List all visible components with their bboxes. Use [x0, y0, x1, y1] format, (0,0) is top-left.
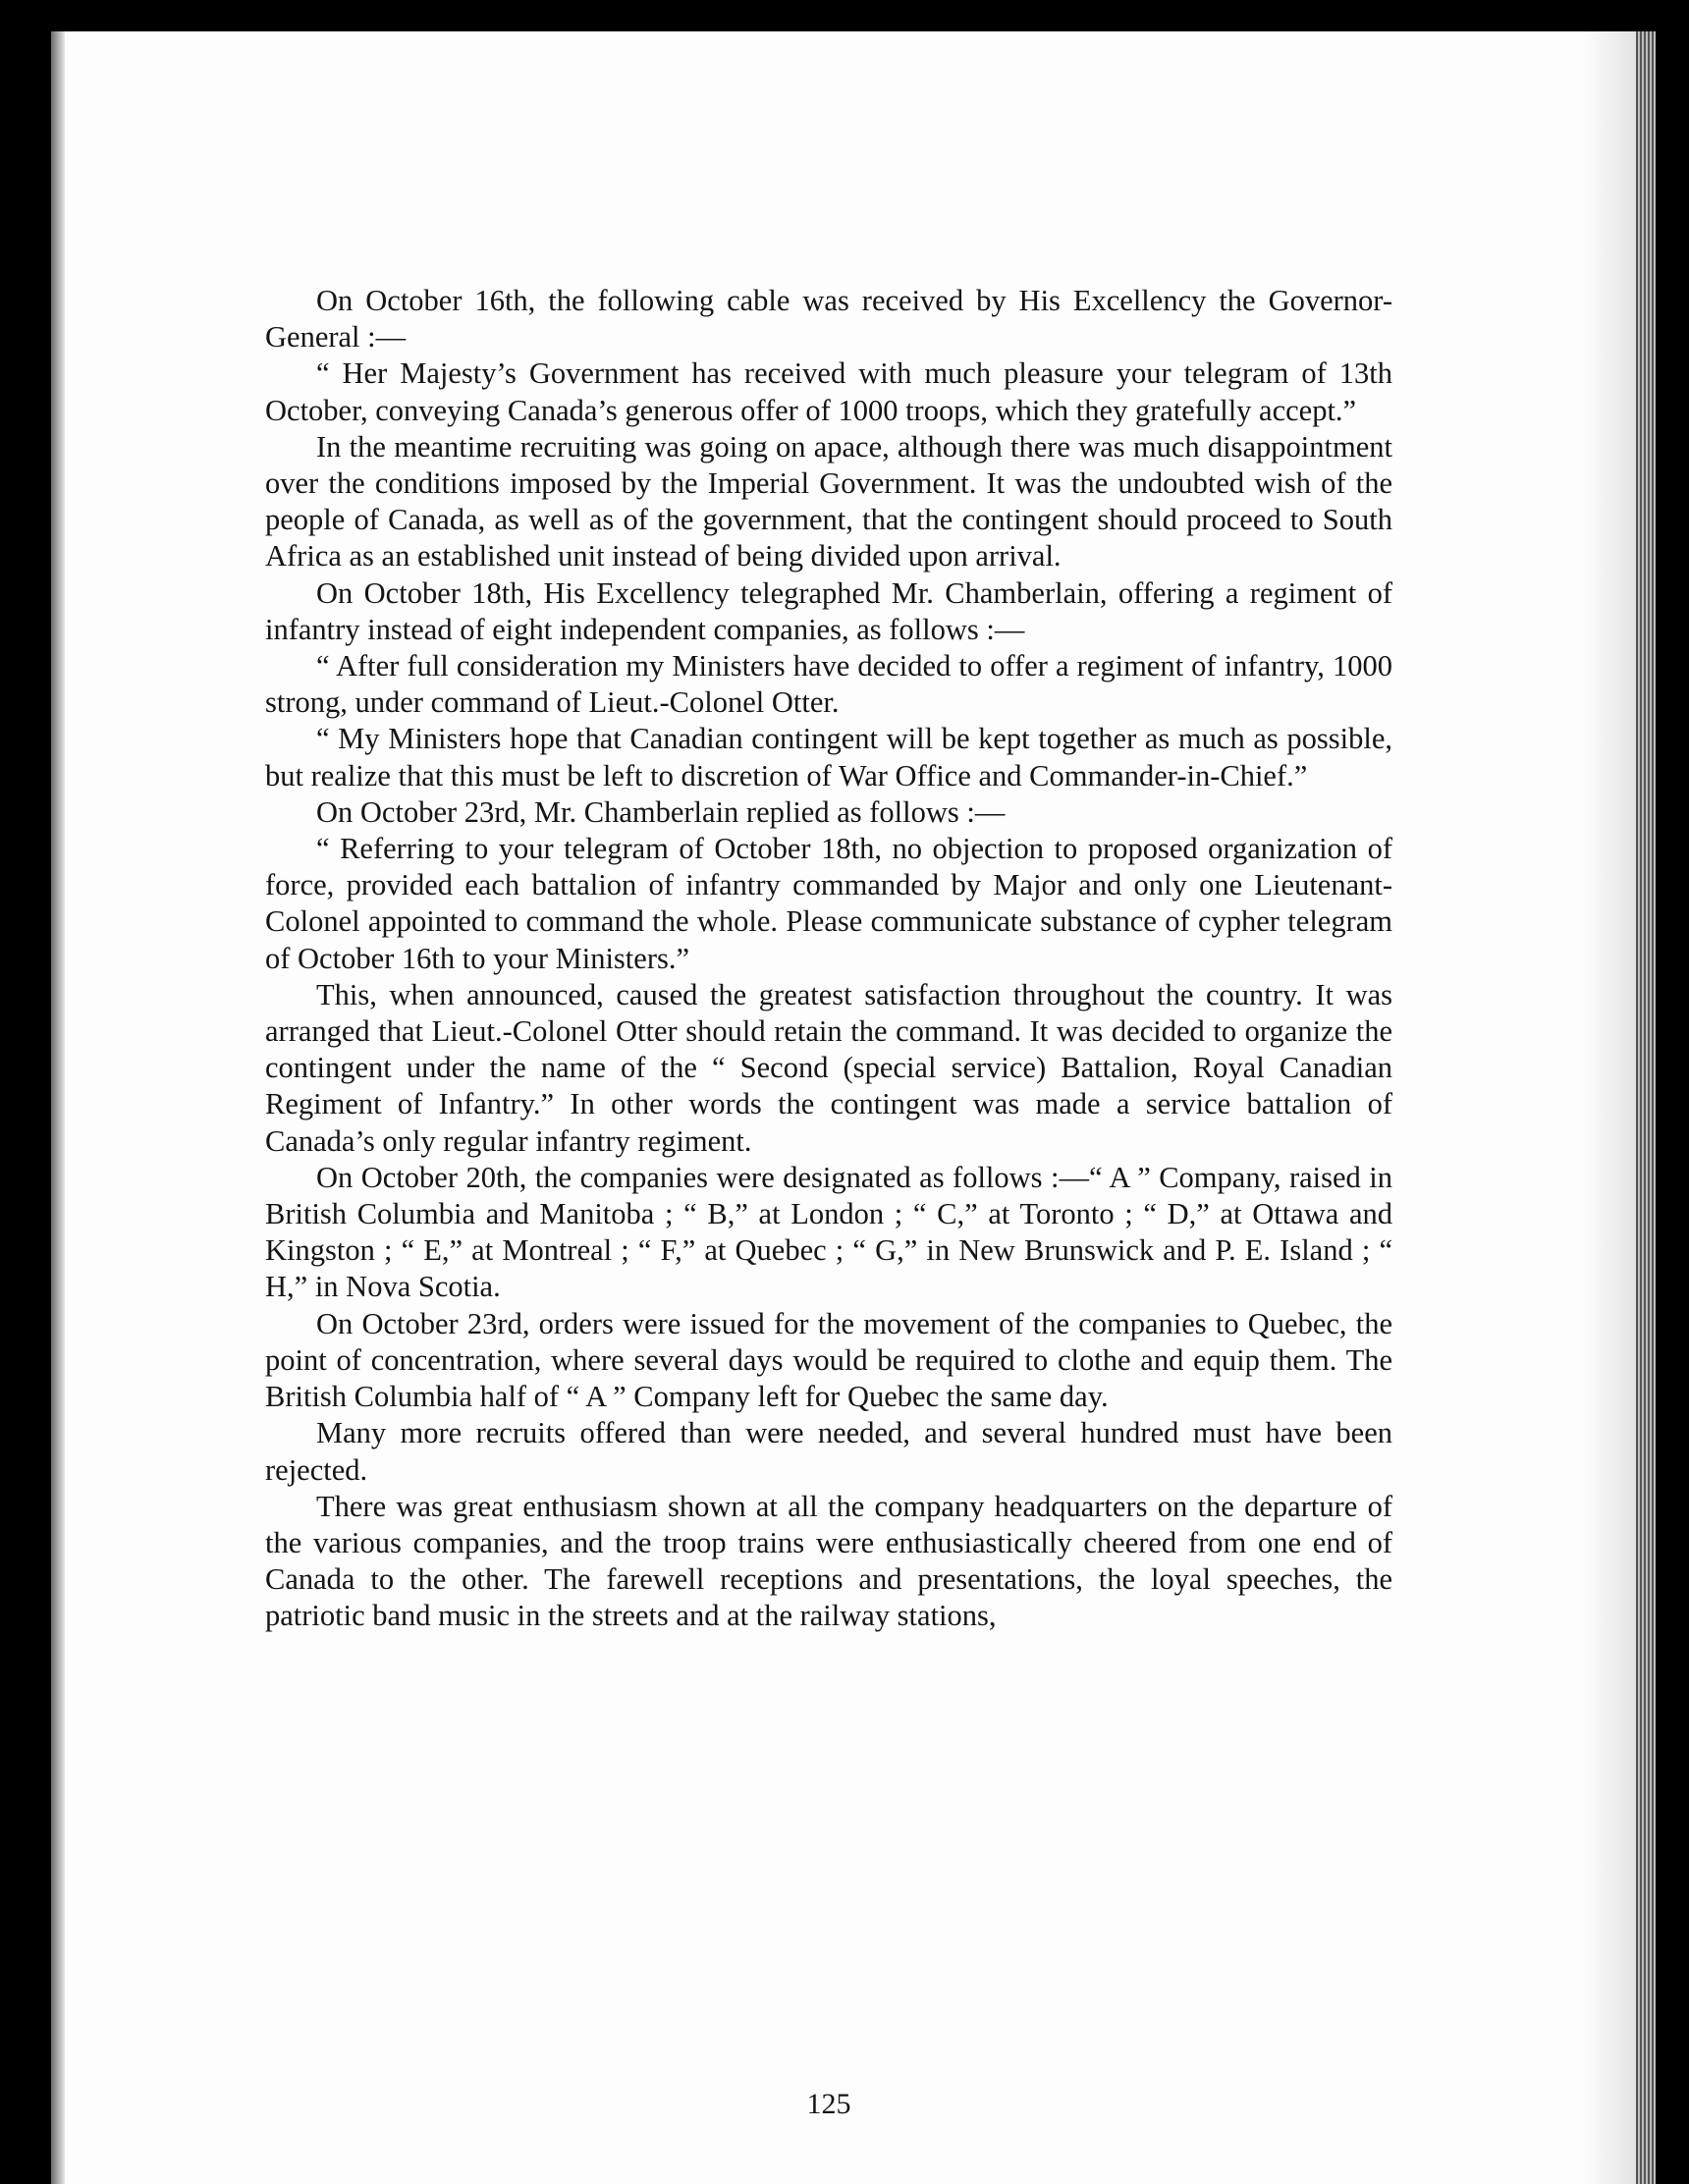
page-gutter-shadow: [51, 31, 65, 2184]
paragraph-2: “ Her Majesty’s Government has received with much pleasure your telegram of 13th October, conveying Canada’s generous offer of 1000 troops, which they gratefully accept.”: [265, 356, 1392, 427]
page-edges-stack: [1636, 31, 1656, 2184]
paragraph-9: This, when announced, caused the greatest satisfaction throughout the country. It was arranged that Lieut.-Colonel Otter should retain the command. It was decided to organize the contingent under the name of the “ Second (special service) Battalion, Royal Canadian Regiment of Infantry.” In other words the contingent was made a service battalion of Canada’s only regular infantry regiment.: [265, 977, 1392, 1158]
paragraph-4: On October 18th, His Excellency telegraphed Mr. Chamberlain, offering a regiment of infantry instead of eight independent companies, as follows :—: [265, 575, 1392, 646]
paragraph-3: In the meantime recruiting was going on apace, although there was much disappointment over the conditions imposed by the Imperial Government. It was the undoubted wish of the people of Canada, as well as of the government, that the contingent should proceed to South Africa as an established unit instead of being divided upon arrival.: [265, 429, 1392, 573]
paragraph-11: On October 23rd, orders were issued for the movement of the companies to Quebec, the point of concentration, where several days would be required to clothe and equip them. The British Columbia half of “ A ” Company left for Quebec the same day.: [265, 1306, 1392, 1414]
paragraph-10: On October 20th, the companies were designated as follows :—“ A ” Company, raised in British Columbia and Manitoba ; “ B,” at London ; “ C,” at Toronto ; “ D,” at Ottawa and Kingston ; “ E,” at Montreal ; “ F,” at Quebec ; “ G,” in New Brunswick and P. E. Island ; “ H,” in Nova Scotia.: [265, 1160, 1392, 1304]
page-edge-shadow: [1583, 31, 1636, 2184]
book-page: [51, 31, 1656, 2184]
paragraph-12: Many more recruits offered than were needed, and several hundred must have been rejected.: [265, 1416, 1392, 1487]
paragraph-8: “ Referring to your telegram of October 18th, no objection to proposed organization of force, provided each battalion of infantry commanded by Major and only one Lieutenant-Colonel appointed to command the whole. Please communicate substance of cypher telegram of October 16th to your Ministers.”: [265, 832, 1392, 975]
paragraph-6: “ My Ministers hope that Canadian contingent will be kept together as much as possible, but realize that this must be left to discretion of War Office and Commander-in-Chief.”: [265, 722, 1392, 792]
paragraph-5: “ After full consideration my Ministers have decided to offer a regiment of infantry, 1000 strong, under command of Lieut.-Colonel Otter.: [265, 649, 1392, 720]
paragraph-1: On October 16th, the following cable was received by His Excellency the Governor-General :—: [265, 284, 1392, 355]
paragraph-13: There was great enthusiasm shown at all the company headquarters on the departure of the various companies, and the troop trains were enthusiastically cheered from one end of Canada to the other. The farewell receptions and presentations, the loyal speeches, the patriotic band music in the streets and at the railway stations,: [265, 1489, 1392, 1633]
paragraph-7: On October 23rd, Mr. Chamberlain replied as follows :—: [316, 794, 1006, 829]
page-number: 125: [806, 2088, 851, 2120]
page-text-block: [265, 283, 1392, 2149]
